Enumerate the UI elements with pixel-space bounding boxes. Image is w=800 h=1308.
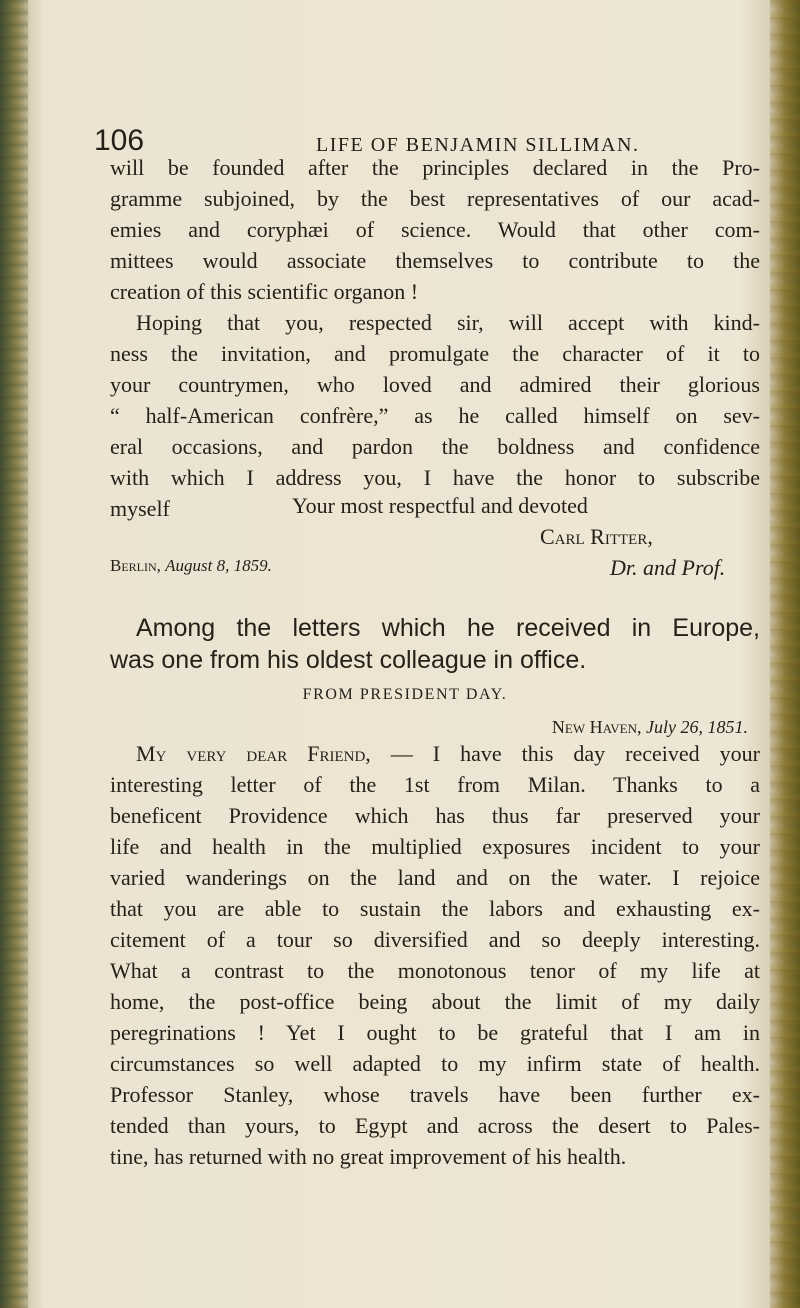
closing-line: Your most respectful and devoted [292,493,588,518]
place-date-line [110,556,272,576]
text-line: ness the invitation, and promulgate the character of it to [110,341,760,366]
paragraph-invitation [110,307,760,524]
text-line: circumstances so well adapted to my infirm state of health. [110,1051,760,1076]
text-line: tended than yours, to Egypt and across the desert to Pales- [110,1113,760,1138]
text-line: varied wanderings on the land and on the water. I rejoice [110,865,760,890]
text-line: gramme subjoined, by the best representatives of our acad- [110,186,760,211]
salutation: My very dear Friend, [136,741,371,766]
text-line: your countrymen, who loved and admired their glorious [110,372,760,397]
text-line: home, the post-office being about the limit of my daily [110,989,760,1014]
letter-date: July 26, 1851. [646,717,748,737]
running-title: LIFE OF BENJAMIN SILLIMAN. [316,134,640,156]
right-page-edge [770,0,800,1308]
text-line: Professor Stanley, whose travels have been further ex- [110,1082,760,1107]
text-line: tine, has returned with no great improvement of his health. [110,1144,627,1169]
text-line: “ half-American confrère,” as he called himself on sev- [110,403,760,428]
text-line: was one from his oldest colleague in office. [110,646,587,674]
text-line: that you are able to sustain the labors and exhausting ex- [110,896,760,921]
text-line: citement of a tour so diversified and so deeply interesting. [110,927,760,952]
text-line: My very dear Friend, — I have this day received your [136,741,761,766]
paragraph-programme [110,152,760,307]
text-line: creation of this scientific organon ! [110,279,419,304]
letter-date-text: August 8, 1859. [165,556,272,575]
text-line: peregrinations ! Yet I ought to be grateful that I am in [110,1020,760,1045]
text-line: beneficent Providence which has thus far preserved your [110,803,760,828]
intro-paragraph [110,612,760,676]
text-line: eral occasions, and pardon the boldness and confidence [110,434,760,459]
place-name: Berlin, [110,556,161,575]
text-line: What a contrast to the monotonous tenor of my life at [110,958,760,983]
left-binding-edge [0,0,28,1308]
text-line: life and health in the multiplied exposures incident to your [110,834,760,859]
text-line: Hoping that you, respected sir, will accept with kind- [136,310,760,335]
signer-name: Carl Ritter, [540,524,653,549]
text-line: will be founded after the principles declared in the Pro- [110,155,760,180]
letter-heading: FROM PRESIDENT DAY. [302,686,508,703]
letter-place: New Haven, [551,717,642,737]
page-number: 106 [94,124,145,157]
text-line: interesting letter of the 1st from Milan. Thanks to a [110,772,760,797]
signer-title: Dr. and Prof. [610,555,726,580]
text-line: Among the letters which he received in Europe, [136,614,760,642]
text-line: mittees would associate themselves to contribute to the [110,248,760,273]
text-line: emies and coryphæi of science. Would that other com- [110,217,760,242]
letter-body [110,738,760,1172]
text-line: with which I address you, I have the honor to subscribe [110,465,760,490]
text-line: myself [110,496,170,521]
letter-dateline [552,717,748,738]
